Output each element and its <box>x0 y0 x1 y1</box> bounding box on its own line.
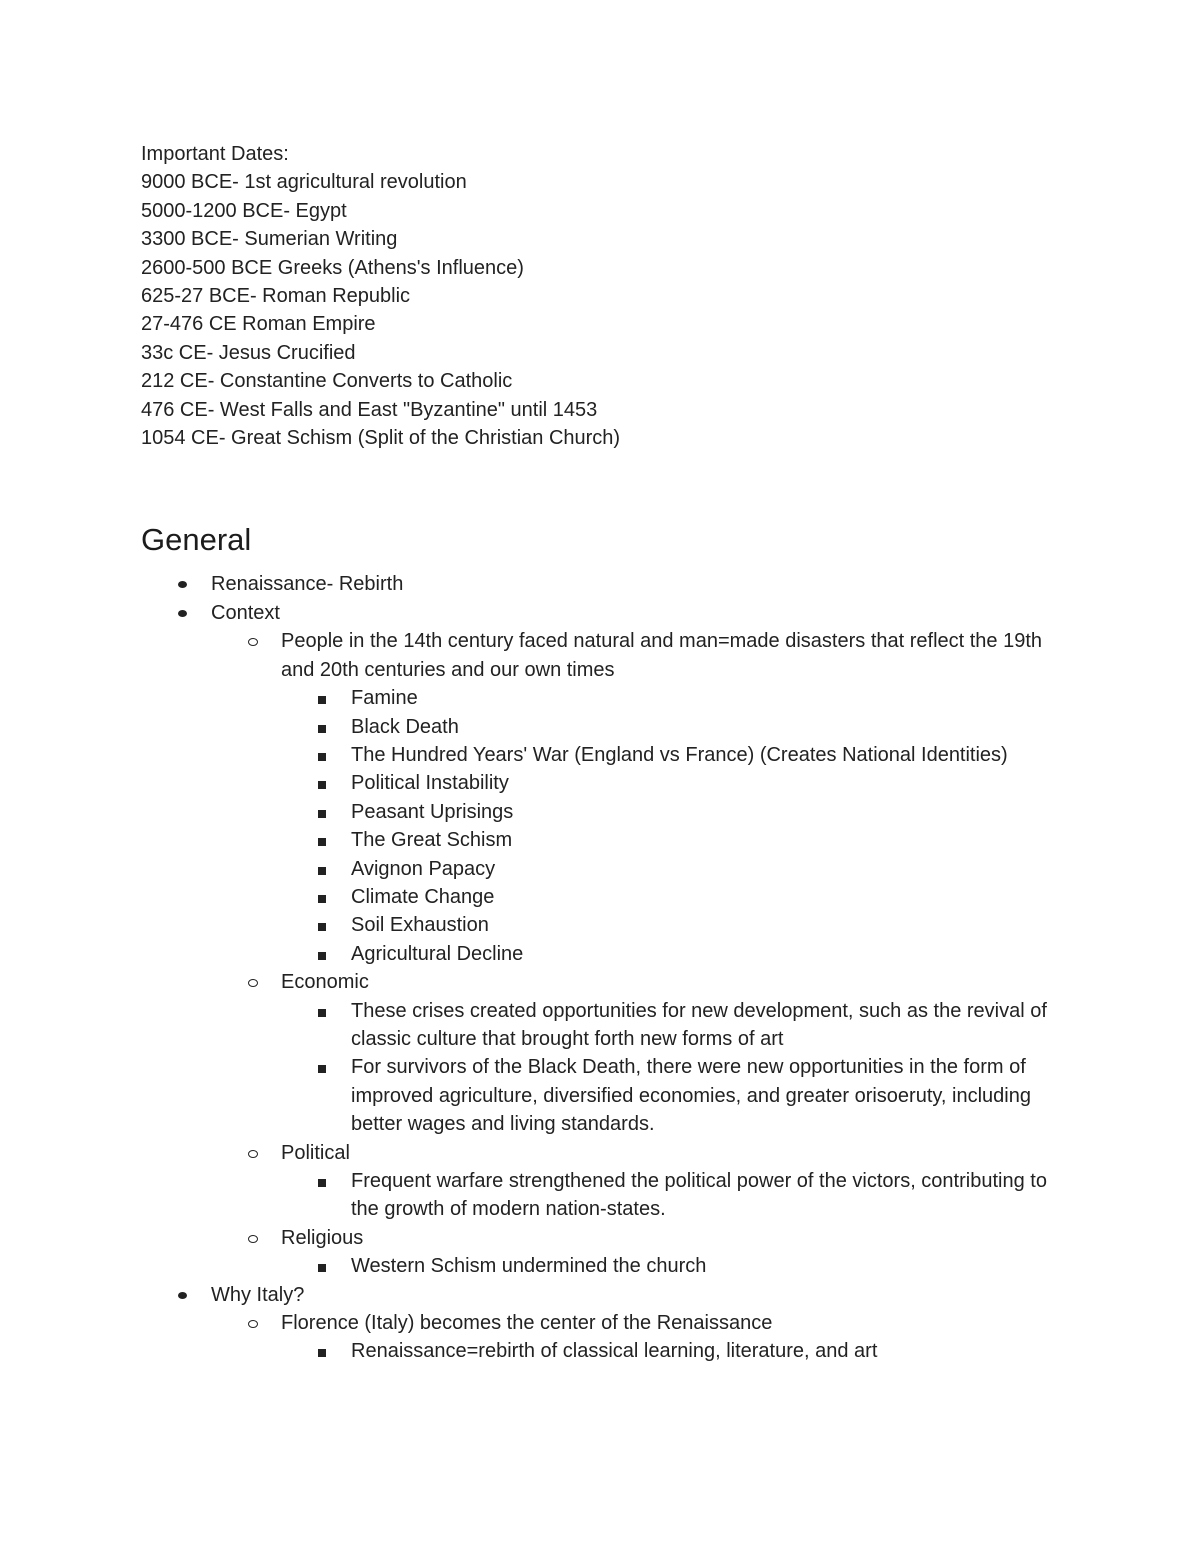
date-entry: 5000-1200 BCE- Egypt <box>141 199 347 222</box>
list-item <box>281 713 1071 741</box>
list-item-text: Peasant Uprisings <box>351 800 514 823</box>
list-item <box>281 826 1071 854</box>
list-item <box>281 769 1071 797</box>
list-item <box>211 627 1071 968</box>
list-item <box>141 599 1071 1281</box>
square-bullet-icon <box>318 753 326 761</box>
list-item-text: These crises created opportunities for new development, such as the revival of classic culture that brought forth new forms of art <box>351 999 1047 1050</box>
list-item-text: The Hundred Years' War (England vs France) (Creates National Identities) <box>351 743 1008 766</box>
list-item <box>281 855 1071 883</box>
list-item-text: Why Italy? <box>211 1283 305 1306</box>
disc-bullet-icon <box>178 581 187 588</box>
square-bullet-icon <box>318 1065 326 1073</box>
date-entry: 27-476 CE Roman Empire <box>141 313 376 336</box>
list-item-text: Renaissance=rebirth of classical learning, literature, and art <box>351 1340 878 1363</box>
disasters-sublist <box>281 684 1071 968</box>
square-bullet-icon <box>318 895 326 903</box>
list-item-text: For survivors of the Black Death, there were new opportunities in the form of improved agriculture, diversified economies, and greater orisoeruty, including better wages and living standards. <box>351 1056 1031 1136</box>
list-item <box>281 1252 1071 1280</box>
square-bullet-icon <box>318 725 326 733</box>
list-item-text: Western Schism undermined the church <box>351 1255 707 1278</box>
list-item-text: Florence (Italy) becomes the center of the Renaissance <box>281 1312 773 1335</box>
date-entry: 212 CE- Constantine Converts to Catholic <box>141 370 513 393</box>
list-item <box>281 684 1071 712</box>
square-bullet-icon <box>318 810 326 818</box>
square-bullet-icon <box>318 1009 326 1017</box>
religious-sublist <box>281 1252 1071 1280</box>
list-item-text: Frequent warfare strengthened the political power of the victors, contributing to the growth of modern nation-states. <box>351 1170 1047 1221</box>
list-item <box>281 1053 1071 1138</box>
date-entry: 1054 CE- Great Schism (Split of the Christian Church) <box>141 427 621 450</box>
square-bullet-icon <box>318 923 326 931</box>
list-item <box>141 570 1071 598</box>
date-entry: 476 CE- West Falls and East "Byzantine" until 1453 <box>141 398 598 421</box>
square-bullet-icon <box>318 867 326 875</box>
circle-bullet-icon <box>248 1320 258 1328</box>
list-item <box>211 968 1071 1138</box>
square-bullet-icon <box>318 952 326 960</box>
list-item <box>141 1281 1071 1366</box>
date-entry: 33c CE- Jesus Crucified <box>141 341 356 364</box>
context-sublist <box>211 627 1071 1280</box>
square-bullet-icon <box>318 696 326 704</box>
list-item <box>281 1337 1071 1365</box>
date-entry: 625-27 BCE- Roman Republic <box>141 285 411 308</box>
list-item <box>281 798 1071 826</box>
square-bullet-icon <box>318 781 326 789</box>
square-bullet-icon <box>318 1179 326 1187</box>
economic-sublist <box>281 997 1071 1139</box>
list-item-text: Renaissance- Rebirth <box>211 573 404 596</box>
list-item-text: Context <box>211 601 280 624</box>
circle-bullet-icon <box>248 1235 258 1243</box>
why-italy-sublist <box>211 1309 1071 1366</box>
list-item-text: Black Death <box>351 715 459 738</box>
list-item-text: Avignon Papacy <box>351 857 496 880</box>
date-entry: 2600-500 BCE Greeks (Athens's Influence) <box>141 256 524 279</box>
circle-bullet-icon <box>248 638 258 646</box>
list-item <box>281 911 1071 939</box>
disc-bullet-icon <box>178 610 187 617</box>
list-item <box>211 1309 1071 1366</box>
list-item-text: Economic <box>281 971 369 994</box>
date-entry: 3300 BCE- Sumerian Writing <box>141 228 398 251</box>
disc-bullet-icon <box>178 1292 187 1299</box>
list-item-text: Famine <box>351 687 418 710</box>
list-item <box>281 997 1071 1054</box>
list-item <box>281 741 1071 769</box>
list-item <box>281 883 1071 911</box>
list-item-text: Climate Change <box>351 885 495 908</box>
list-item-text: Soil Exhaustion <box>351 914 489 937</box>
list-item <box>281 940 1071 968</box>
square-bullet-icon <box>318 1349 326 1357</box>
list-item-text: People in the 14th century faced natural and man=made disasters that reflect the 19th and 20th centuries and our own times <box>281 630 1043 681</box>
circle-bullet-icon <box>248 979 258 987</box>
circle-bullet-icon <box>248 1150 258 1158</box>
list-item-text: Agricultural Decline <box>351 942 524 965</box>
list-item-text: Political Instability <box>351 772 509 795</box>
political-sublist <box>281 1167 1071 1224</box>
general-outline <box>141 570 1071 1365</box>
list-item <box>211 1139 1071 1224</box>
document-page <box>141 140 1071 1366</box>
important-dates-section <box>141 140 1071 452</box>
square-bullet-icon <box>318 838 326 846</box>
list-item <box>211 1224 1071 1281</box>
list-item-text: The Great Schism <box>351 829 513 852</box>
square-bullet-icon <box>318 1264 326 1272</box>
important-dates-heading: Important Dates: <box>141 143 289 165</box>
list-item <box>281 1167 1071 1224</box>
list-item-text: Religious <box>281 1226 364 1249</box>
florence-sublist <box>281 1337 1071 1365</box>
date-entry: 9000 BCE- 1st agricultural revolution <box>141 171 467 194</box>
section-heading-general: General <box>141 522 252 558</box>
list-item-text: Political <box>281 1141 350 1164</box>
